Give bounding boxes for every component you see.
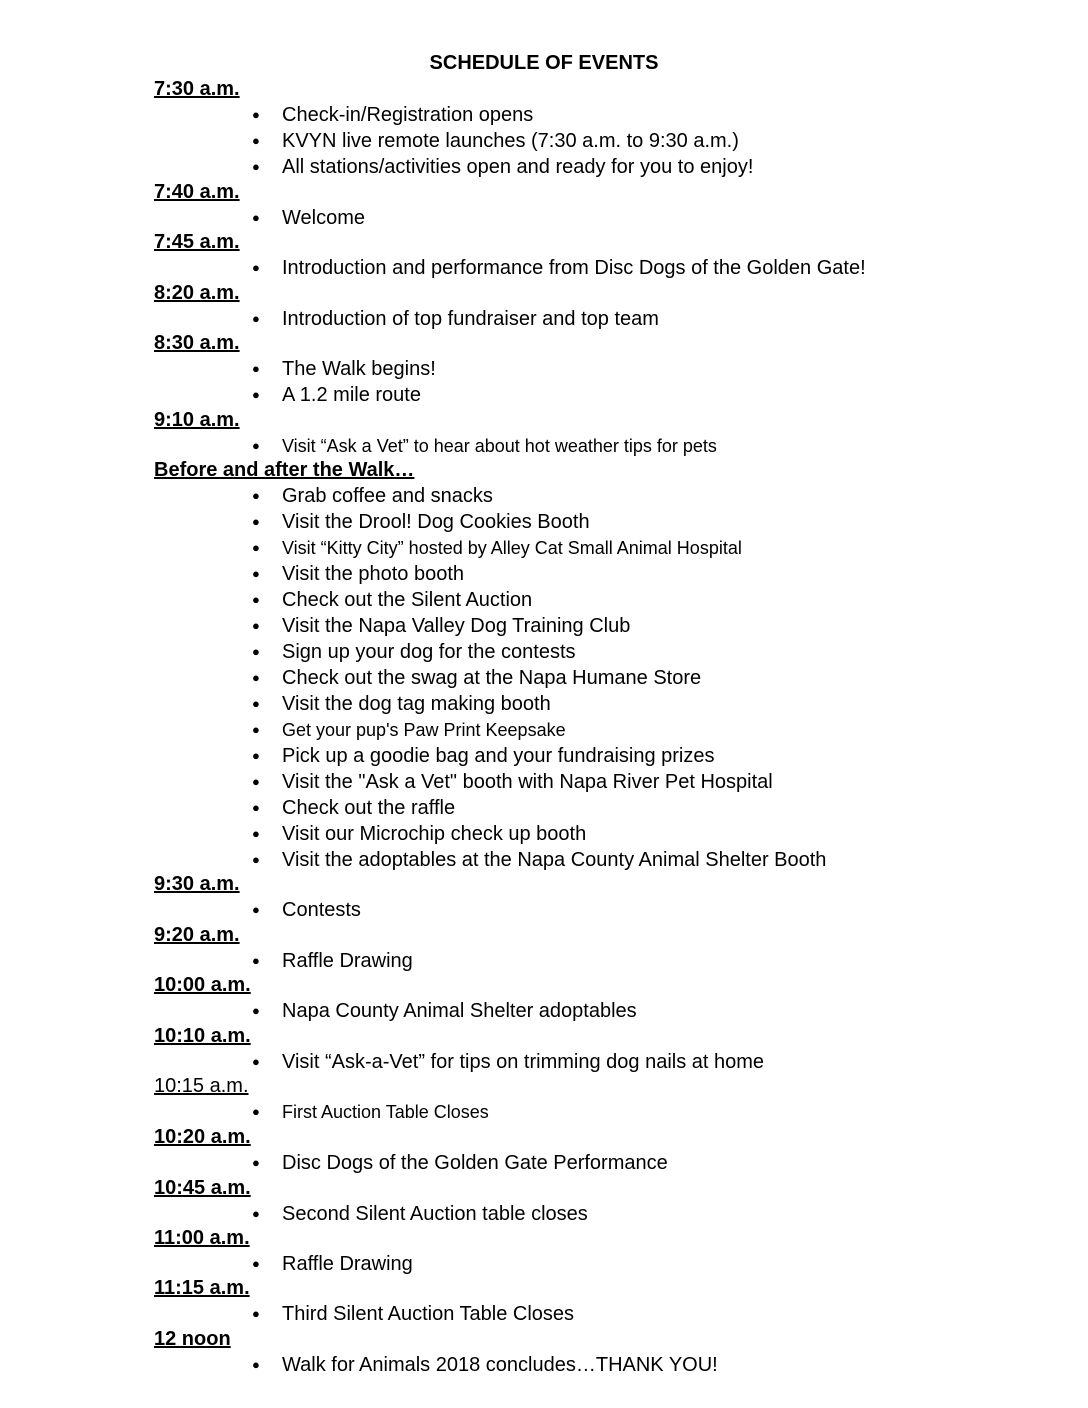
bullet-icon: ● — [252, 748, 260, 763]
time-heading: 10:10 a.m. — [154, 1025, 251, 1047]
list-item-text: Visit the photo booth — [282, 563, 464, 585]
list-item-text: First Auction Table Closes — [282, 1102, 489, 1122]
list-item — [252, 1252, 413, 1276]
bullet-icon: ● — [252, 107, 260, 122]
time-heading: Before and after the Walk… — [154, 459, 415, 481]
bullet-icon: ● — [252, 133, 260, 148]
list-item — [252, 666, 701, 690]
list-item — [252, 1202, 588, 1226]
list-item — [252, 744, 715, 768]
time-heading: 8:20 a.m. — [154, 282, 240, 304]
bullet-icon: ● — [252, 826, 260, 841]
bullet-icon: ● — [252, 361, 260, 376]
bullet-icon: ● — [252, 387, 260, 402]
list-item-text: Check out the swag at the Napa Humane Store — [282, 667, 702, 689]
list-item-text: Visit “Ask-a-Vet” for tips on trimming dog nails at home — [282, 1051, 765, 1073]
list-item — [252, 510, 590, 534]
bullet-icon: ● — [252, 592, 260, 607]
bullet-icon: ● — [252, 1306, 260, 1321]
time-heading: 7:40 a.m. — [154, 181, 240, 203]
list-item — [252, 357, 436, 381]
list-item-text: Third Silent Auction Table Closes — [282, 1303, 575, 1325]
time-heading: 8:30 a.m. — [154, 332, 240, 354]
list-item — [252, 1302, 574, 1326]
bullet-icon: ● — [252, 722, 260, 737]
bullet-icon: ● — [252, 670, 260, 685]
list-item — [252, 536, 742, 560]
list-item-text: Introduction and performance from Disc Dogs of the Golden Gate! — [282, 257, 866, 279]
list-item-text: Visit the Napa Valley Dog Training Club — [282, 615, 631, 637]
time-heading: 10:45 a.m. — [154, 1177, 251, 1199]
bullet-icon: ● — [252, 210, 260, 225]
list-item — [252, 307, 659, 331]
time-heading: 10:20 a.m. — [154, 1126, 251, 1148]
list-item — [252, 1050, 764, 1074]
list-item-text: Check out the raffle — [282, 797, 456, 819]
list-item-text: Second Silent Auction table closes — [282, 1203, 588, 1225]
list-item — [252, 718, 566, 742]
list-item — [252, 206, 365, 230]
list-item — [252, 640, 576, 664]
bullet-icon: ● — [252, 1054, 260, 1069]
list-item — [252, 692, 551, 716]
list-item — [252, 434, 717, 458]
list-item-text: Visit our Microchip check up booth — [282, 823, 587, 845]
list-item-text: Sign up your dog for the contests — [282, 641, 576, 663]
list-item — [252, 484, 493, 508]
list-item-text: Walk for Animals 2018 concludes…THANK YOU! — [282, 1354, 718, 1376]
bullet-icon: ● — [252, 159, 260, 174]
time-heading: 9:20 a.m. — [154, 924, 240, 946]
list-item — [252, 848, 826, 872]
list-item-text: Visit “Kitty City” hosted by Alley Cat Small Animal Hospital — [282, 538, 742, 558]
list-item — [252, 796, 455, 820]
list-item-text: A 1.2 mile route — [282, 384, 421, 406]
bullet-icon: ● — [252, 953, 260, 968]
list-item — [252, 155, 753, 179]
list-item-text: Raffle Drawing — [282, 1253, 413, 1275]
list-item-text: Check out the Silent Auction — [282, 589, 533, 611]
bullet-icon: ● — [252, 311, 260, 326]
bullet-icon: ● — [252, 852, 260, 867]
bullet-icon: ● — [252, 800, 260, 815]
bullet-icon: ● — [252, 696, 260, 711]
bullet-icon: ● — [252, 1155, 260, 1170]
bullet-icon: ● — [252, 488, 260, 503]
list-item-text: Contests — [282, 899, 361, 921]
list-item — [252, 1100, 489, 1124]
bullet-icon: ● — [252, 644, 260, 659]
list-item-text: Napa County Animal Shelter adoptables — [282, 1000, 637, 1022]
bullet-icon: ● — [252, 514, 260, 529]
list-item-text: The Walk begins! — [282, 358, 436, 380]
bullet-icon: ● — [252, 618, 260, 633]
bullet-icon: ● — [252, 566, 260, 581]
list-item-text: Grab coffee and snacks — [282, 485, 493, 507]
bullet-icon: ● — [252, 1206, 260, 1221]
list-item — [252, 999, 637, 1023]
time-heading: 10:15 a.m. — [154, 1075, 249, 1097]
list-item — [252, 129, 739, 153]
time-heading: 9:10 a.m. — [154, 409, 240, 431]
time-heading: 7:45 a.m. — [154, 231, 240, 253]
list-item-text: Visit the dog tag making booth — [282, 693, 551, 715]
list-item-text: All stations/activities open and ready for you to enjoy! — [282, 156, 754, 178]
list-item-text: Introduction of top fundraiser and top team — [282, 308, 659, 330]
list-item-text: Visit the "Ask a Vet" booth with Napa River Pet Hospital — [282, 771, 773, 793]
list-item-text: Disc Dogs of the Golden Gate Performance — [282, 1152, 668, 1174]
time-heading: 7:30 a.m. — [154, 78, 240, 100]
list-item — [252, 1353, 718, 1377]
time-heading: 12 noon — [154, 1328, 231, 1350]
time-heading: 10:00 a.m. — [154, 974, 251, 996]
list-item — [252, 614, 630, 638]
list-item-text: Get your pup's Paw Print Keepsake — [282, 720, 566, 740]
list-item — [252, 898, 361, 922]
bullet-icon: ● — [252, 1003, 260, 1018]
bullet-icon: ● — [252, 1104, 260, 1119]
list-item-text: Welcome — [282, 207, 365, 229]
list-item — [252, 949, 413, 973]
bullet-icon: ● — [252, 1357, 260, 1372]
list-item — [252, 1151, 668, 1175]
bullet-icon: ● — [252, 438, 260, 453]
time-heading: 9:30 a.m. — [154, 873, 240, 895]
list-item — [252, 588, 532, 612]
page-title: SCHEDULE OF EVENTS — [429, 52, 659, 74]
time-heading: 11:15 a.m. — [154, 1277, 250, 1299]
bullet-icon: ● — [252, 774, 260, 789]
list-item-text: Visit “Ask a Vet” to hear about hot weather tips for pets — [282, 436, 717, 456]
time-heading: 11:00 a.m. — [154, 1227, 250, 1249]
bullet-icon: ● — [252, 540, 260, 555]
list-item-text: Pick up a goodie bag and your fundraising prizes — [282, 745, 715, 767]
list-item-text: KVYN live remote launches (7:30 a.m. to 9:30 a.m.) — [282, 130, 739, 152]
list-item-text: Raffle Drawing — [282, 950, 413, 972]
list-item-text: Visit the Drool! Dog Cookies Booth — [282, 511, 590, 533]
bullet-icon: ● — [252, 1256, 260, 1271]
bullet-icon: ● — [252, 260, 260, 275]
bullet-icon: ● — [252, 902, 260, 917]
list-item — [252, 822, 586, 846]
list-item-text: Visit the adoptables at the Napa County Animal Shelter Booth — [282, 849, 827, 871]
list-item-text: Check-in/Registration opens — [282, 104, 534, 126]
list-item — [252, 383, 421, 407]
list-item — [252, 562, 464, 586]
list-item — [252, 256, 866, 280]
list-item — [252, 103, 533, 127]
list-item — [252, 770, 773, 794]
